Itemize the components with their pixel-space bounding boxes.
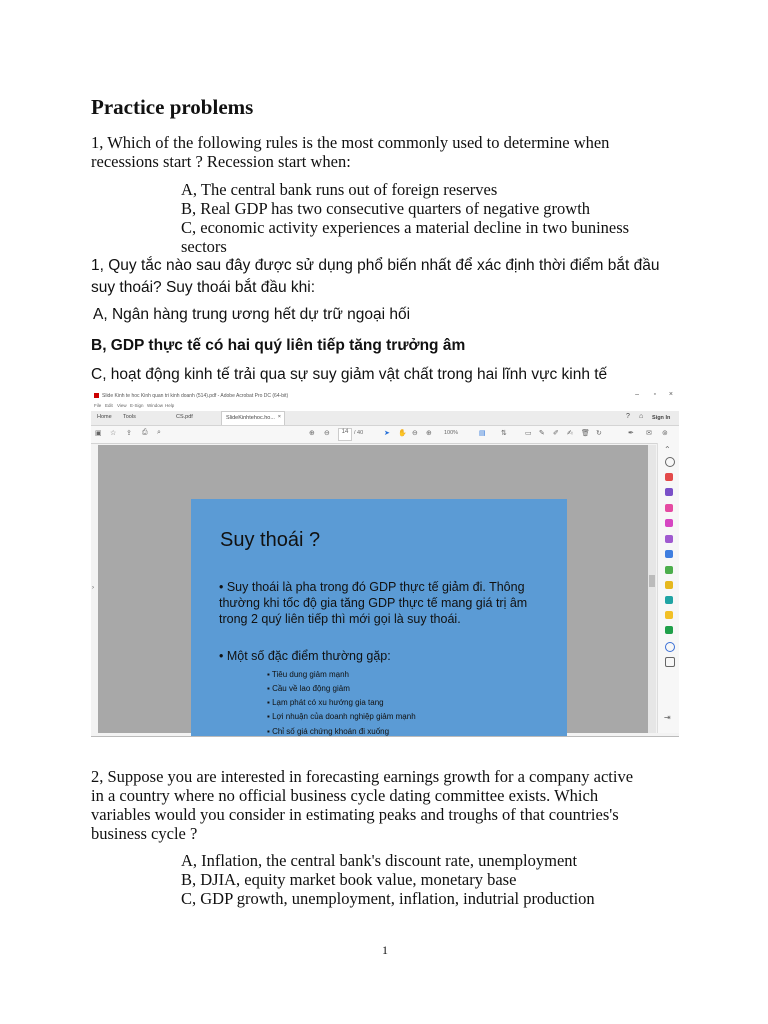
acrobat-tabbar [91,411,679,426]
vertical-scrollbar[interactable] [648,445,656,733]
tab-close-icon[interactable]: × [277,414,281,420]
vn-question-line-1: 1, Quy tắc nào sau đây được sử dụng phổ biến nhất để xác định thời điểm bắt đầu [91,257,660,274]
bookmark-star-icon[interactable]: ☆ [110,430,117,437]
slide-subbullet: ▪ Lạm phát có xu hướng gia tang [267,698,384,707]
vn-question [91,255,691,299]
close-icon[interactable]: × [668,391,673,398]
vn-option-a: A, Ngân hàng trung ương hết dự trữ ngoại hối [93,306,411,323]
more-tools-icon[interactable] [665,657,675,667]
search-icon[interactable] [665,457,675,467]
slide-bullet-2: • Một số đặc điểm thường gặp: [219,649,391,663]
print-icon[interactable]: ⎙ [142,429,148,436]
tab-document-2-label: SlideKinhtehoc.ho... [226,415,275,421]
option-a: A, The central bank runs out of foreign reserves [181,180,498,199]
send-comments-icon[interactable] [665,611,673,619]
page-number: 1 [382,943,388,957]
question-2 [91,767,691,843]
bell-icon[interactable]: ⌂ [639,413,644,420]
delete-icon[interactable]: 🗑 [581,430,590,437]
hand-tool-icon[interactable]: ✋ [398,430,407,437]
window-title: Slide Kinh te hoc Kinh quan tri kinh doanh (514).pdf - Adobe Acrobat Pro DC (64-bit) [102,393,289,399]
vn-question-line-2: suy thoái? Suy thoái bắt đầu khi: [91,279,316,296]
create-pdf-icon[interactable] [665,488,673,496]
tab-document-2[interactable] [221,411,285,425]
help-icon[interactable]: ? [626,413,630,420]
organize-pages-icon[interactable] [665,550,673,558]
tab-home[interactable]: Home [97,414,112,420]
question-1-line-2: recessions start ? Recession start when: [91,152,351,171]
next-page-icon[interactable]: ⊖ [324,430,330,437]
page-title: Practice problems [91,95,254,119]
question-2-options [181,851,651,908]
menu-view[interactable]: View [117,403,127,408]
acrobat-menubar [91,402,679,411]
vn-option-c: C, hoạt động kinh tế trải qua sự suy giảm vật chất trong hai lĩnh vực kinh tế [91,366,608,383]
slide-subbullet: ▪ Chỉ số giá chứng khoán đi xuống [267,727,390,736]
comment-tool-icon[interactable] [665,519,673,527]
page-total: / 40 [354,430,364,436]
maximize-icon[interactable]: ▫ [653,391,656,398]
menu-esign[interactable]: E-Sign [130,403,144,408]
option-c-cont: sectors [181,237,227,256]
fill-sign-tool-icon[interactable] [665,535,673,543]
question-2-line-4: business cycle ? [91,824,198,843]
optimize-icon[interactable] [665,596,673,604]
comment-icon[interactable]: ▭ [525,430,532,437]
acrobat-screenshot [91,391,679,737]
share-icon[interactable]: ⊚ [662,430,668,437]
fill-sign-icon[interactable]: ✒ [628,430,634,437]
page-view-icon[interactable]: ▤ [479,430,486,437]
prev-page-icon[interactable]: ⊕ [309,430,315,437]
sign-icon[interactable]: ✍ [567,430,573,437]
slide-bullet-1: • Suy thoái là pha trong đó GDP thực tế giảm đi. Thông thường khi tốc độ gia tăng GDP thực tế mang giá trị âm trong 2 quý liên tiếp thì mới gọi là suy thoái. [219,580,528,626]
vn-option-b: B, GDP thực tế có hai quý liên tiếp tăng trưởng âm [91,337,466,354]
edit-pdf-icon[interactable] [665,504,673,512]
slide-subbullet: ▪ Cầu về lao động giảm [267,684,350,693]
question-2-line-1: 2, Suppose you are interested in forecasting earnings growth for a company active [91,767,634,786]
shield-icon[interactable] [665,642,675,652]
pen-icon[interactable]: ✎ [539,430,545,437]
slide-subbullet: ▪ Lợi nhuận của doanh nghiệp giảm mạnh [267,712,416,721]
page-number-input[interactable]: 14 [338,428,352,441]
question-2-line-3: variables would you consider in estimating peaks and troughs of that countries's [91,805,619,824]
upload-icon[interactable]: ⇪ [126,430,132,437]
protect-icon[interactable] [665,581,673,589]
q2-option-a: A, Inflation, the central bank's discount rate, unemployment [181,851,578,870]
slide-subbullet: ▪ Tiêu dung giảm mạnh [267,670,350,679]
menu-edit[interactable]: Edit [105,403,113,408]
highlight-icon[interactable]: ✐ [553,430,559,437]
print-production-icon[interactable] [665,626,673,634]
minimize-icon[interactable]: – [635,391,639,398]
question-1 [91,133,691,171]
option-b: B, Real GDP has two consecutive quarters of negative growth [181,199,591,218]
acrobat-titlebar [91,391,679,402]
q2-option-b: B, DJIA, equity market book value, monetary base [181,870,517,889]
question-1-line-1: 1, Which of the following rules is the most commonly used to determine when [91,133,610,152]
tools-pane [657,443,679,733]
q2-option-c: C, GDP growth, unemployment, inflation, indutrial production [181,889,595,908]
scrollbar-thumb[interactable] [649,575,655,587]
mail-icon[interactable]: ✉ [646,430,652,437]
save-icon[interactable]: ▣ [95,430,102,437]
question-2-line-2: in a country where no official business cycle dating committee exists. Which [91,786,599,805]
slide [191,499,567,737]
search-icon[interactable]: ⌕ [157,429,161,436]
zoom-out-icon[interactable]: ⊖ [412,430,418,437]
menu-help[interactable]: Help [165,403,175,408]
expand-pane-icon[interactable]: ⇥ [664,713,671,722]
menu-file[interactable]: File [94,403,102,408]
menu-window[interactable]: Window [147,403,164,408]
sign-in-button[interactable]: Sign In [652,415,671,421]
scroll-mode-icon[interactable]: ⇅ [501,430,507,437]
tab-tools[interactable]: Tools [123,414,136,420]
scan-icon[interactable] [665,566,673,574]
select-cursor-icon[interactable]: ➤ [384,430,390,437]
slide-title: Suy thoái ? [220,529,321,551]
zoom-in-icon[interactable]: ⊕ [426,430,432,437]
zoom-level[interactable]: 100% [444,430,459,436]
left-pane-toggle-icon[interactable]: › [92,585,94,591]
tab-document-1[interactable]: CS.pdf [176,414,193,420]
acrobat-logo-icon [94,393,99,398]
question-1-options [181,180,651,256]
collapse-pane-icon[interactable]: ⌃ [664,445,671,454]
rotate-icon[interactable]: ↻ [596,430,602,437]
option-c: C, economic activity experiences a material decline in two buniness [181,218,630,237]
acrobat-toolbar [91,426,679,444]
document-viewer [92,445,651,736]
export-pdf-icon[interactable] [665,473,673,481]
